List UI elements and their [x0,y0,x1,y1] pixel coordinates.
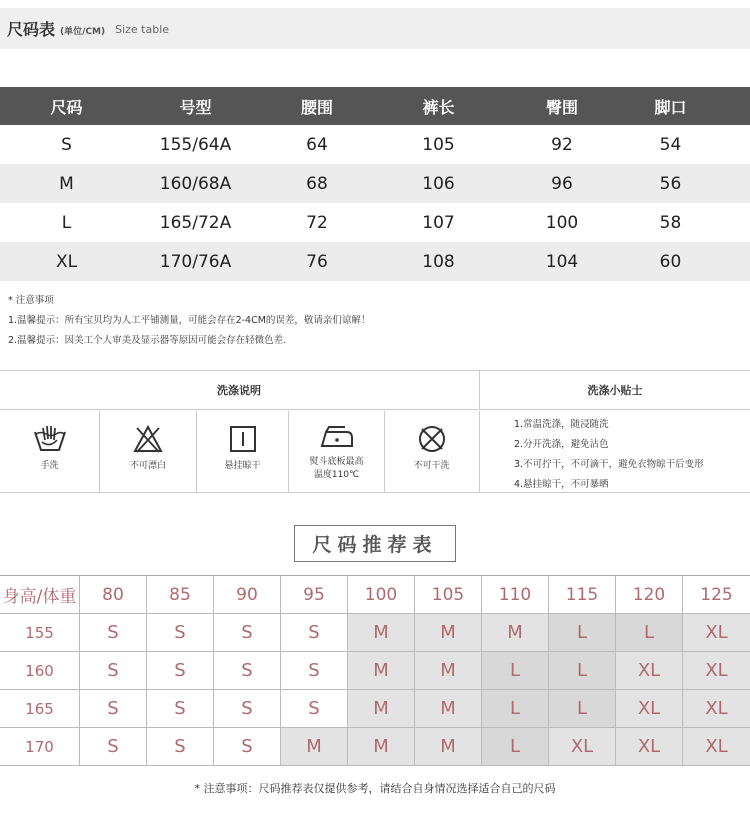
height-label: 155 [0,614,80,651]
size-cell: S [147,652,214,689]
size-cell: S [147,728,214,765]
grid-corner-label: 身高/体重 [0,576,80,613]
size-cell: M [415,614,482,651]
size-cell: M [415,652,482,689]
recommend-title: 尺码推荐表 [312,534,438,556]
weight-header: 85 [147,576,214,613]
size-cell: S [281,690,348,727]
notes-title: * 注意事项 [8,295,54,306]
height-label: 170 [0,728,80,765]
care-tip: 1.常温洗涤，随浸随洗 [514,419,609,430]
size-cell: S [147,690,214,727]
size-cell: XL [616,728,683,765]
care-item [385,411,478,493]
table-cell: XL [55,251,78,272]
weight-header: 100 [348,576,415,613]
column-header: 臀围 [545,97,578,117]
table-row [0,125,750,164]
table-cell: 60 [659,251,682,272]
size-cell: S [214,652,281,689]
care-label-line: 熨斗底板最高 [309,457,364,467]
care-tip: 4.悬挂晾干，不可暴晒 [514,479,609,490]
notes-line: 1.温馨提示：所有宝贝均为人工平铺测量，可能会存在2-4CM的误差，敬请亲们谅解！ [8,315,371,326]
size-cell: XL [683,690,750,727]
height-label: 160 [0,652,80,689]
table-cell: 165/72A [159,212,232,233]
table-cell: 64 [306,134,328,155]
table-cell: M [59,173,74,194]
size-table-header [0,8,750,49]
care-section [0,370,750,493]
size-cell: S [80,614,147,651]
size-cell: S [80,652,147,689]
size-cell: XL [616,652,683,689]
hang-dry-icon [228,424,258,454]
hand-wash-icon [33,424,67,454]
size-cell: M [281,728,348,765]
size-cell: L [549,614,616,651]
column-header: 裤长 [422,97,455,117]
no-dry-clean-icon [417,424,447,454]
size-cell: XL [683,614,750,651]
height-label: 165 [0,690,80,727]
size-cell: S [214,690,281,727]
table-cell: 106 [422,173,455,194]
weight-header: 120 [616,576,683,613]
size-cell: M [415,728,482,765]
size-cell: M [348,728,415,765]
care-tips [479,411,750,493]
iron-icon [319,424,355,450]
size-cell: M [415,690,482,727]
table-cell: L [61,212,72,233]
size-cell: L [482,690,549,727]
table-cell: 105 [422,134,455,155]
size-cell: XL [549,728,616,765]
table-cell: 104 [545,251,579,272]
table-cell: 54 [659,134,682,155]
size-cell: XL [616,690,683,727]
care-tips-title: 洗涤小贴士 [479,371,750,410]
table-row [0,652,750,690]
column-header: 号型 [179,97,212,117]
column-header: 尺码 [50,97,83,117]
size-cell: S [281,652,348,689]
care-item [0,411,100,493]
table-cell: 68 [306,173,328,194]
table-cell: 56 [659,173,682,194]
english-title: Size table [115,23,170,36]
size-cell: XL [683,652,750,689]
weight-header: 95 [281,576,348,613]
care-label: 悬挂晾干 [224,461,261,471]
table-cell: 92 [551,134,573,155]
notes-line: 2.温馨提示：因美工个人审美及显示器等原因可能会存在轻微色差. [8,335,287,346]
no-bleach-icon [133,424,163,454]
table-cell: 72 [306,212,328,233]
weight-header: 105 [415,576,482,613]
table-cell: 155/64A [159,134,232,155]
table-cell: 96 [551,173,573,194]
table-row [0,164,750,203]
care-item [197,411,289,493]
table-cell: 58 [659,212,682,233]
care-label: 手洗 [40,461,59,471]
care-label-line: 温度110℃ [313,470,360,480]
weight-header: 110 [482,576,549,613]
table-cell: 107 [422,212,455,233]
size-cell: S [80,728,147,765]
size-cell: L [482,652,549,689]
size-cell: S [80,690,147,727]
page-title: 尺码表 [7,20,56,39]
table-row [0,614,750,652]
table-cell: 108 [422,251,455,272]
size-cell: XL [683,728,750,765]
care-icons [0,411,478,493]
size-cell: L [482,728,549,765]
size-cell: L [549,652,616,689]
table-cell: 160/68A [159,173,232,194]
table-cell: 76 [306,251,328,272]
size-cell: S [214,728,281,765]
notes [8,291,370,351]
weight-header: 115 [549,576,616,613]
recommend-footnote: * 注意事项：尺码推荐表仅提供参考，请结合自身情况选择适合自己的尺码 [194,782,556,795]
weight-header: 125 [683,576,750,613]
size-cell: M [348,690,415,727]
table-cell: 100 [545,212,579,233]
size-cell: L [616,614,683,651]
care-label [309,456,363,482]
size-cell: L [549,690,616,727]
size-cell: S [281,614,348,651]
weight-header: 80 [80,576,147,613]
size-recommend-grid [0,575,750,766]
size-cell: M [482,614,549,651]
table-row [0,728,750,766]
size-table-head-row [0,87,750,125]
table-row [0,203,750,242]
table-cell: S [61,134,72,155]
care-tip: 3.不可拧干，不可滴干，避免衣物晾干后变形 [514,459,704,470]
table-row [0,242,750,281]
table-row [0,690,750,728]
care-instructions-title: 洗涤说明 [0,371,478,410]
recommend-title-box [294,525,456,562]
table-cell: 170/76A [159,251,232,272]
care-label: 不可干洗 [413,461,450,471]
size-cell: M [348,614,415,651]
column-header: 腰围 [300,97,333,117]
size-cell: S [147,614,214,651]
care-item [100,411,197,493]
care-label: 不可漂白 [129,461,166,471]
unit-label: (单位/CM) [60,26,106,37]
care-item [289,411,385,493]
care-tip: 2.分开洗涤，避免沾色 [514,439,609,450]
grid-head-row [0,576,750,614]
weight-header: 90 [214,576,281,613]
size-table [0,87,750,281]
column-header: 脚口 [654,97,687,117]
size-cell: S [214,614,281,651]
size-cell: M [348,652,415,689]
